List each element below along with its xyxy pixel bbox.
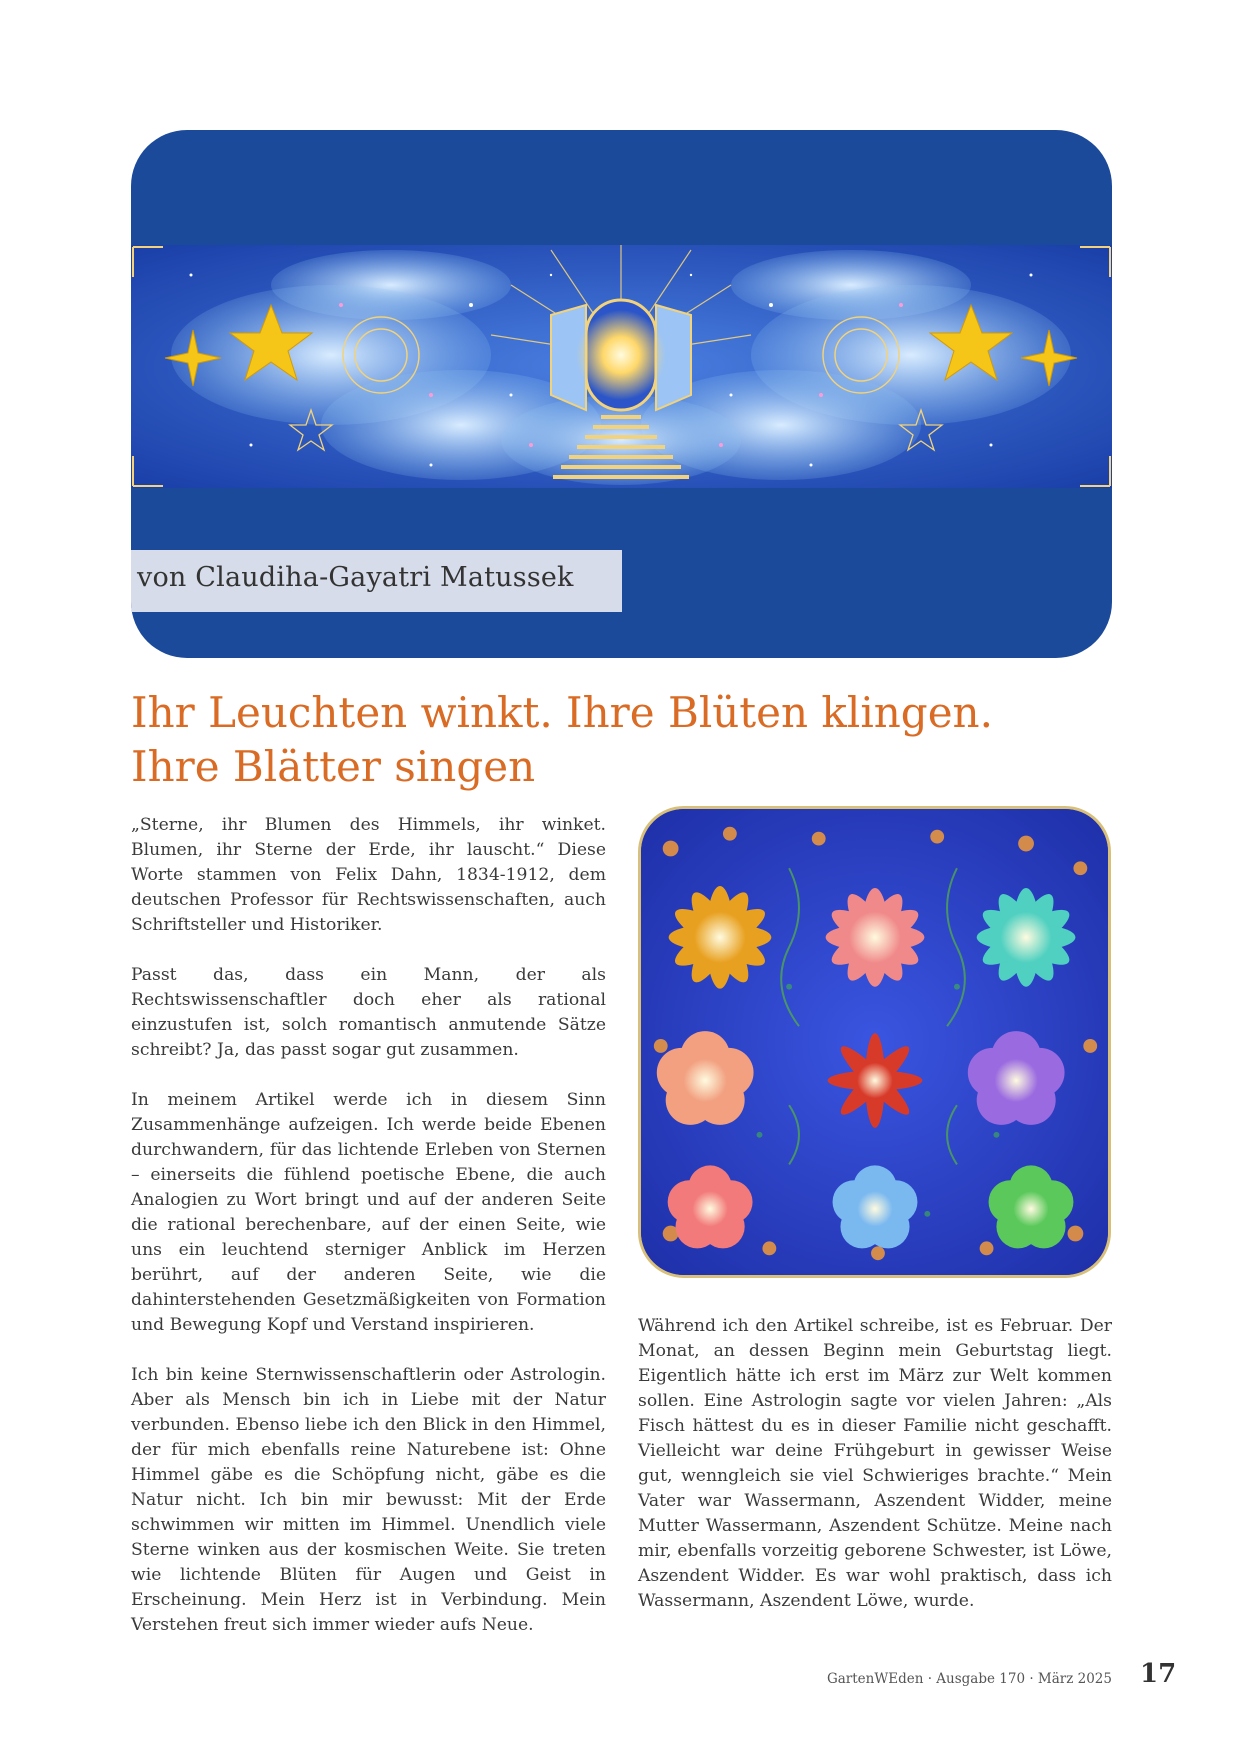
paragraph: Während ich den Artikel schreibe, ist es Februar. Der Monat, an dessen Beginn mein Geburtstag liegt. Eigentlich hätte ich erst im März zur Welt kommen sollen. Eine Astrologin sagte vor vielen Jahren: „Als Fisch hättest du es in dieser Familie nicht geschafft. Vielleicht war deine Frühgeburt in gewisser Weise gut, wenngleich sie viel Schwieriges brachte.“ Mein Vater war Wassermann, Aszendent Widder, meine Mutter Wassermann, Aszendent Schütze. Meine nach mir, ebenfalls vorzeitig geborene Schwester, ist Löwe, Aszendent Widder. Es war wohl praktisch, dass ich Wassermann, Aszendent Löwe, wurde.: [638, 1316, 1112, 1611]
left-column: [131, 813, 606, 1638]
author-byline: von Claudiha-Gayatri Matussek: [137, 562, 574, 593]
right-column: [638, 1314, 1112, 1614]
footer-publication-info: GartenWEden · Ausgabe 170 · März 2025: [826, 1671, 1112, 1687]
paragraph: „Sterne, ihr Blumen des Himmels, ihr winket. Blumen, ihr Sterne der Erde, ihr lauscht.“ Diese Worte stammen von Felix Dahn, 1834-1912, dem deutschen Professor für Rechtswissenschaften, auch Schriftsteller und Historiker.: [131, 815, 606, 935]
title-line-1: Ihr Leuchten winkt. Ihre Blüten klingen.: [131, 688, 993, 737]
author-label-box: [131, 550, 622, 612]
page-number: 17: [1140, 1659, 1177, 1689]
flower-illustration: [638, 806, 1111, 1278]
header-banner: [131, 130, 1112, 658]
paragraph: In meinem Artikel werde ich in diesem Sinn Zusammenhänge aufzeigen. Ich werde beide Ebenen durchwandern, für das lichtende Erleben von Sternen – einerseits die fühlend poetische Ebene, die auch Analogien zu Wort bringt und auf der anderen Seite die rational berechenbare, auf der einen Seite, wie uns ein leuchtend sterniger Anblick im Herzen berührt, auf der anderen Seite, wie die dahinterstehenden Gesetzmäßigkeiten von Formation und Bewegung Kopf und Verstand inspirieren.: [131, 1090, 606, 1335]
paragraph: Ich bin keine Sternwissenschaftlerin oder Astrologin. Aber als Mensch bin ich in Liebe mit der Natur verbunden. Ebenso liebe ich den Blick in den Himmel, der für mich ebenfalls reine Naturebene ist: Ohne Himmel gäbe es die Schöpfung nicht, gäbe es die Natur nicht. Ich bin mir bewusst: Mit der Erde schwimmen wir mitten im Himmel. Unendlich viele Sterne winken aus der kosmischen Weite. Sie treten wie lichtende Blüten für Augen und Geist in Erscheinung. Mein Herz ist in Verbindung. Mein Verstehen freut sich immer wieder aufs Neue.: [131, 1365, 606, 1635]
stars-heaven-illustration: [131, 245, 1112, 488]
title-line-2: Ihre Blätter singen: [131, 742, 536, 791]
article-title: [131, 686, 1111, 794]
paragraph: Passt das, dass ein Mann, der als Rechtswissenschaftler doch eher als rational einzustufen ist, solch romantisch anmutende Sätze schreibt? Ja, das passt sogar gut zusammen.: [131, 965, 606, 1060]
